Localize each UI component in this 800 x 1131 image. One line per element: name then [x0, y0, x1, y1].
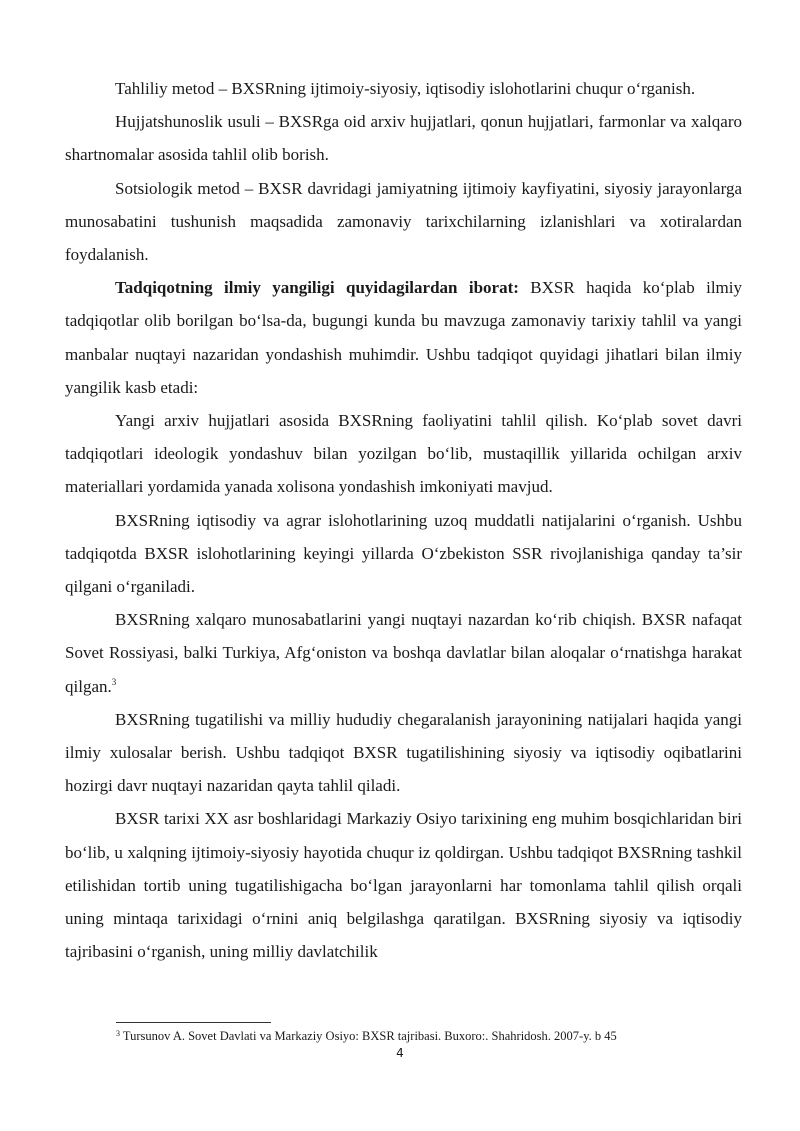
paragraph-analytical-method: Tahliliy metod – BXSRning ijtimoiy-siyosiy, iqtisodiy islohotlarini chuqur o‘rganish.	[115, 79, 696, 98]
paragraph-scientific-novelty	[65, 271, 742, 404]
paragraph-international-relations	[65, 603, 742, 703]
paragraph-archive-documents: Yangi arxiv hujjatlari asosida BXSRning faoliyatini tahlil qilish. Ko‘plab sovet davri tadqiqotlari ideologik yondashuv bilan yozilgan bo‘lib, mustaqillik yillarida ochilgan arxiv materiallari yordamida yanada xolisona yondashish imkoniyati mavjud.	[65, 411, 742, 497]
page-number: 4	[396, 1046, 404, 1060]
scientific-novelty-heading: Tadqiqotning ilmiy yangiligi quyidagilardan iborat:	[115, 278, 519, 298]
paragraph-sociological-method: Sotsiologik metod – BXSR davridagi jamiyatning ijtimoiy kayfiyatini, siyosiy jarayonlarga munosabatini tushunish maqsadida zamonaviy tarixchilarning izlanishlari va xotiralardan foydalanish.	[65, 178, 742, 265]
paragraph-history-summary: BXSR tarixi XX asr boshlaridagi Markaziy Osiyo tarixining eng muhim bosqichlaridan biri bo‘lib, u xalqning ijtimoiy-siyosiy hayotida chuqur iz qoldirgan. Ushbu tadqiqot BXSRning tashkil etilishidan tortib uning tugatilishigacha bo‘lgan jarayonlarni har tomonlama tahlil qilish orqali uning mintaqa tarixidagi o‘rnini aniq belgilashga qaratilgan. BXSRning siyosiy va iqtisodiy tajribasini o‘rganish, uning milliy davlatchilik	[65, 809, 742, 962]
footnote	[116, 1028, 756, 1044]
body-text	[65, 72, 742, 968]
paragraph-documentary-method: Hujjatshunoslik usuli – BXSRga oid arxiv hujjatlari, qonun hujjatlari, farmonlar va xalqaro shartnomalar asosida tahlil olib borish.	[65, 112, 742, 165]
international-relations-text: BXSRning xalqaro munosabatlarini yangi nuqtayi nazardan ko‘rib chiqish. BXSR nafaqat Sovet Rossiyasi, balki Turkiya, Afg‘oniston va boshqa davlatlar bilan aloqalar o‘rnatishga harakat qilgan.	[65, 610, 742, 696]
footnote-number: 3	[116, 1029, 120, 1038]
footnote-reference[interactable]: 3	[111, 676, 117, 687]
paragraph-economic-reforms: BXSRning iqtisodiy va agrar islohotlarining uzoq muddatli natijalarini o‘rganish. Ushbu tadqiqotda BXSR islohotlarining keyingi yillarda O‘zbekiston SSR rivojlanishiga qanday ta’sir qilgani o‘rganiladi.	[65, 510, 742, 597]
footnote-separator	[116, 1022, 271, 1023]
footnote-text: Tursunov A. Sovet Davlati va Markaziy Osiyo: BXSR tajribasi. Buxoro:. Shahridosh. 2007-y. b 45	[122, 1029, 617, 1043]
paragraph-liquidation: BXSRning tugatilishi va milliy hududiy chegaralanish jarayonining natijalari haqida yangi ilmiy xulosalar berish. Ushbu tadqiqot BXSR tugatilishining siyosiy va iqtisodiy oqibatlarini hozirgi davr nuqtayi nazaridan qayta tahlil qiladi.	[65, 709, 742, 796]
scientific-novelty-text: BXSR haqida ko‘plab ilmiy tadqiqotlar olib borilgan bo‘lsa-da, bugungi kunda bu mavzuga zamonaviy tarixiy tahlil va yangi manbalar nuqtayi nazaridan yondashish muhimdir. Ushbu tadqiqot quyidagi jihatlari bilan ilmiy yangilik kasb etadi:	[65, 278, 743, 397]
